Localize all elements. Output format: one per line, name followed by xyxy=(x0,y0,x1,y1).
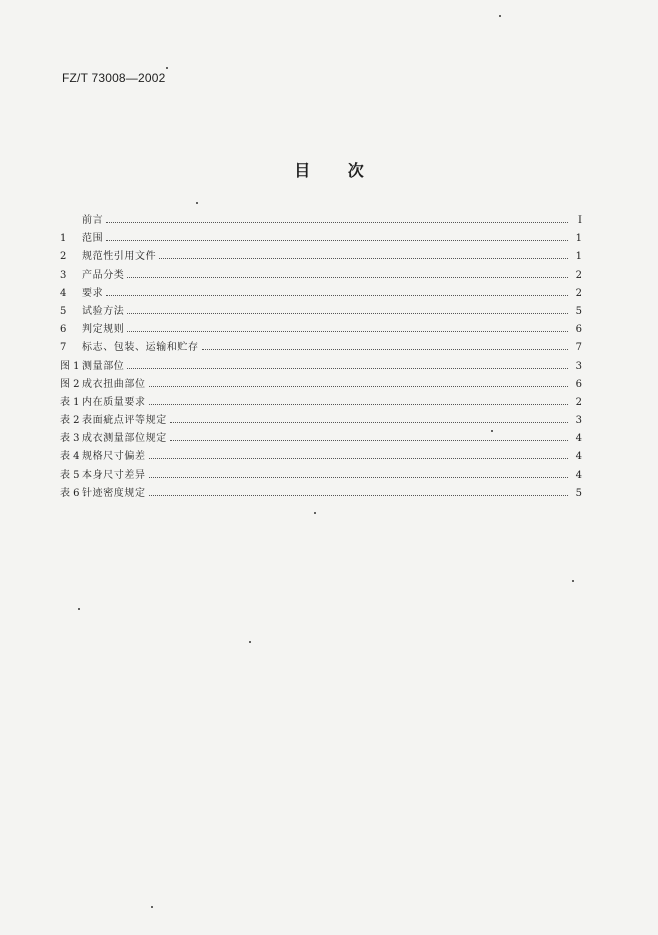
scan-speck xyxy=(572,580,574,582)
toc-entry-number: 3 xyxy=(60,269,67,281)
scan-speck xyxy=(499,15,501,17)
scan-speck xyxy=(196,202,198,204)
toc-dot-leader xyxy=(127,313,568,314)
toc-entry-number: 表 5 xyxy=(60,469,80,481)
toc-entry[interactable] xyxy=(60,230,582,248)
toc-entry-number: 4 xyxy=(60,287,67,299)
toc-entry[interactable] xyxy=(60,358,582,376)
toc-entry[interactable] xyxy=(60,285,582,303)
toc-entry[interactable] xyxy=(60,448,582,466)
toc-entry-page: I xyxy=(578,215,582,226)
toc-entry-label: 判定规则 xyxy=(82,324,125,336)
toc-entry-label: 成衣测量部位规定 xyxy=(82,433,167,445)
standard-number: FZ/T 73008—2002 xyxy=(62,71,166,85)
scan-speck xyxy=(314,512,316,514)
toc-entry-number: 表 2 xyxy=(60,415,80,427)
toc-dot-leader xyxy=(149,386,568,387)
toc-entry-page: 5 xyxy=(575,305,582,317)
toc-entry-number: 表 6 xyxy=(60,487,80,499)
toc-entry-number: 图 2 xyxy=(60,378,80,390)
toc-entry-page: 7 xyxy=(575,342,582,354)
toc-entry-label: 成衣扭曲部位 xyxy=(82,378,146,390)
toc-dot-leader xyxy=(127,331,568,332)
toc-entry-page: 3 xyxy=(575,360,582,372)
toc-entry[interactable] xyxy=(60,339,582,357)
toc-entry-label: 要求 xyxy=(82,287,104,299)
toc-entry[interactable] xyxy=(60,467,582,485)
toc-entry-label: 测量部位 xyxy=(82,360,125,372)
toc-entry-page: 6 xyxy=(575,378,582,390)
toc-entry-page: 4 xyxy=(575,433,582,445)
toc-entry[interactable] xyxy=(60,394,582,412)
scan-speck xyxy=(166,67,168,69)
toc-entry-page: 2 xyxy=(575,287,582,299)
toc-dot-leader xyxy=(159,258,568,259)
toc-dot-leader xyxy=(149,495,568,496)
toc-entry[interactable] xyxy=(60,303,582,321)
toc-dot-leader xyxy=(149,477,568,478)
toc-dot-leader xyxy=(202,349,568,350)
toc-entry-label: 内在质量要求 xyxy=(82,396,146,408)
toc-entry-label: 规范性引用文件 xyxy=(82,251,157,263)
toc-entry-number: 表 1 xyxy=(60,396,80,408)
scan-speck xyxy=(491,430,493,432)
toc-entry-page: 1 xyxy=(575,233,582,245)
toc-entry[interactable] xyxy=(60,212,582,230)
table-of-contents xyxy=(60,212,582,503)
toc-entry[interactable] xyxy=(60,321,582,339)
toc-entry-page: 3 xyxy=(575,415,582,427)
toc-dot-leader xyxy=(170,440,568,441)
toc-entry[interactable] xyxy=(60,248,582,266)
toc-entry-label: 试验方法 xyxy=(82,305,125,317)
toc-entry-page: 5 xyxy=(575,487,582,499)
toc-entry-number: 表 4 xyxy=(60,451,80,463)
toc-entry-page: 6 xyxy=(575,324,582,336)
toc-entry[interactable] xyxy=(60,485,582,503)
toc-entry-number: 6 xyxy=(60,324,67,336)
toc-entry[interactable] xyxy=(60,430,582,448)
toc-entry[interactable] xyxy=(60,412,582,430)
toc-entry-label: 本身尺寸差异 xyxy=(82,469,146,481)
toc-entry-number: 图 1 xyxy=(60,360,80,372)
toc-entry-page: 2 xyxy=(575,269,582,281)
scan-speck xyxy=(151,906,153,908)
toc-entry-label: 范围 xyxy=(82,233,104,245)
toc-entry-number: 7 xyxy=(60,342,67,354)
toc-entry-page: 4 xyxy=(575,451,582,463)
toc-dot-leader xyxy=(127,368,568,369)
toc-dot-leader xyxy=(149,404,568,405)
toc-dot-leader xyxy=(106,240,568,241)
toc-dot-leader xyxy=(106,295,568,296)
toc-entry-number: 2 xyxy=(60,251,67,263)
scan-speck xyxy=(249,641,251,643)
toc-entry-page: 4 xyxy=(575,469,582,481)
toc-entry-number: 1 xyxy=(60,233,67,245)
toc-entry-number: 5 xyxy=(60,305,67,317)
toc-dot-leader xyxy=(127,277,568,278)
toc-entry-number: 表 3 xyxy=(60,433,80,445)
toc-entry-label: 前言 xyxy=(82,215,104,226)
toc-entry-label: 规格尺寸偏差 xyxy=(82,451,146,463)
toc-entry[interactable] xyxy=(60,267,582,285)
toc-dot-leader xyxy=(106,222,568,223)
toc-entry-label: 产品分类 xyxy=(82,269,125,281)
toc-entry-page: 1 xyxy=(575,251,582,263)
scan-speck xyxy=(78,608,80,610)
toc-entry-page: 2 xyxy=(575,396,582,408)
toc-title: 目 次 xyxy=(294,161,364,180)
toc-entry-label: 针迹密度规定 xyxy=(82,487,146,499)
toc-entry[interactable] xyxy=(60,376,582,394)
toc-dot-leader xyxy=(149,458,568,459)
toc-entry-label: 表面疵点评等规定 xyxy=(82,415,167,427)
toc-entry-label: 标志、包装、运输和贮存 xyxy=(82,342,199,354)
toc-dot-leader xyxy=(170,422,568,423)
